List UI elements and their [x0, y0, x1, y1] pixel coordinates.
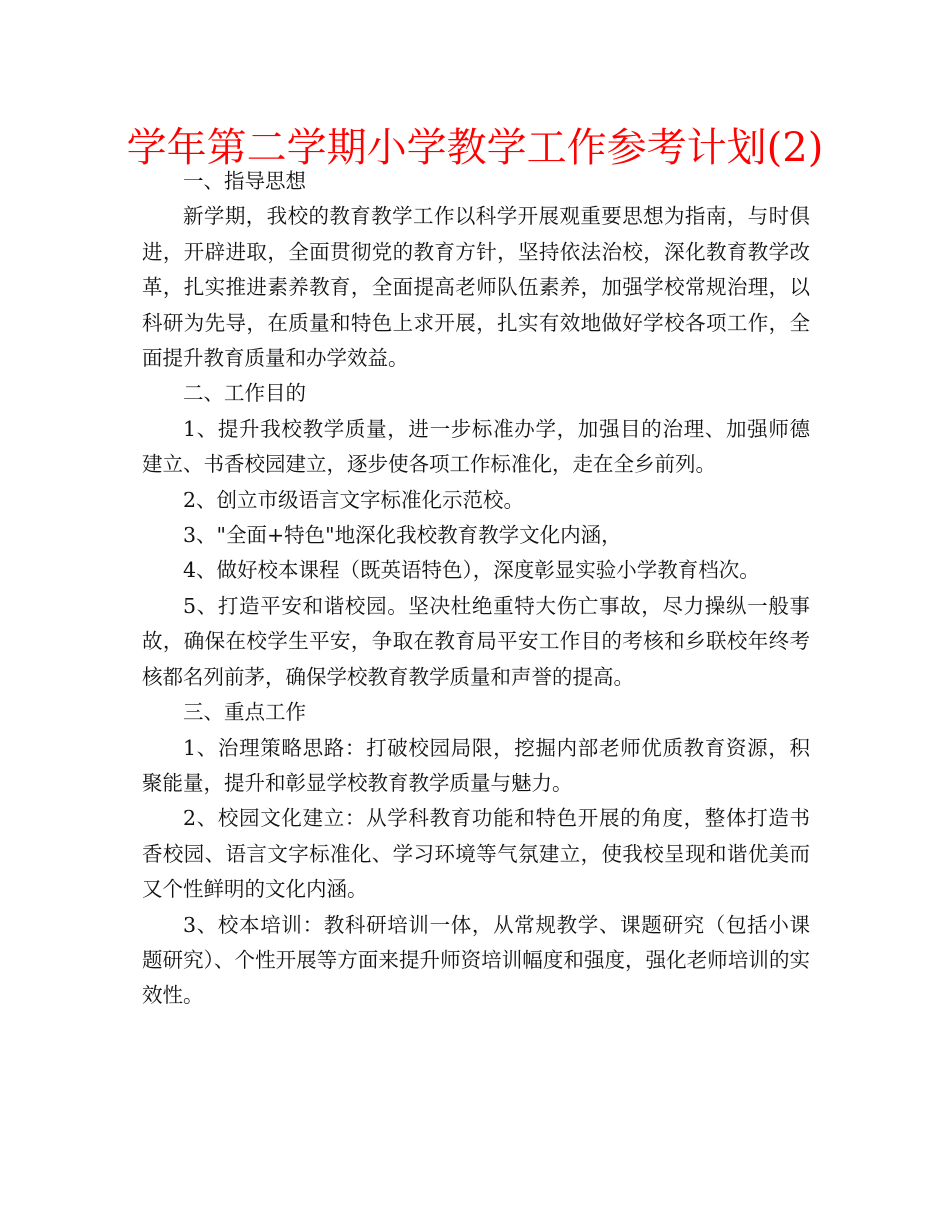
section-heading-work-goals: 二、工作目的 [183, 381, 306, 406]
key-work-item-2: 2、校园文化建立：从学科教育功能和特色开展的角度，整体打造书香校园、语言文字标准化、学习环境等气氛建立，使我校呈现和谐优美而又个性鲜明的文化内涵。 [142, 806, 810, 902]
goal-item-1: 1、提升我校教学质量，进一步标准办学，加强目的治理、加强师德建立、书香校园建立，逐步使各项工作标准化，走在全乡前列。 [142, 416, 810, 477]
key-work-item-3: 3、校本培训：教科研培训一体，从常规教学、课题研究（包括小课题研究）、个性开展等方面来提升师资培训幅度和强度，强化老师培训的实效性。 [142, 912, 810, 1008]
goal-item-3: 3、"全面+特色"地深化我校教育教学文化内涵， [183, 523, 622, 548]
paragraph-guiding-ideology: 新学期，我校的教育教学工作以科学开展观重要思想为指南，与时俱进，开辟进取，全面贯彻党的教育方针，坚持依法治校，深化教育教学改革，扎实推进素养教育，全面提高老师队伍素养，加强学校常规治理，以科研为先导，在质量和特色上求开展，扎实有效地做好学校各项工作，全面提升教育质量和办学效益。 [142, 204, 810, 371]
section-heading-key-work: 三、重点工作 [183, 700, 306, 725]
goal-item-5: 5、打造平安和谐校园。坚决杜绝重特大伤亡事故，尽力操纵一般事故，确保在校学生平安，争取在教育局平安工作目的考核和乡联校年终考核都名列前茅，确保学校教育教学质量和声誉的提高。 [142, 593, 810, 689]
goal-item-2: 2、创立市级语言文字标准化示范校。 [183, 487, 525, 512]
document-title: 学年第二学期小学教学工作参考计划(2) [126, 125, 824, 171]
goal-item-4: 4、做好校本课程（既英语特色），深度彰显实验小学教育档次。 [183, 558, 760, 583]
document-body [142, 164, 810, 1014]
key-work-item-1: 1、治理策略思路：打破校园局限，挖掘内部老师优质教育资源，积聚能量，提升和彰显学校教育教学质量与魅力。 [142, 735, 810, 795]
section-heading-guiding-ideology: 一、指导思想 [183, 169, 306, 193]
